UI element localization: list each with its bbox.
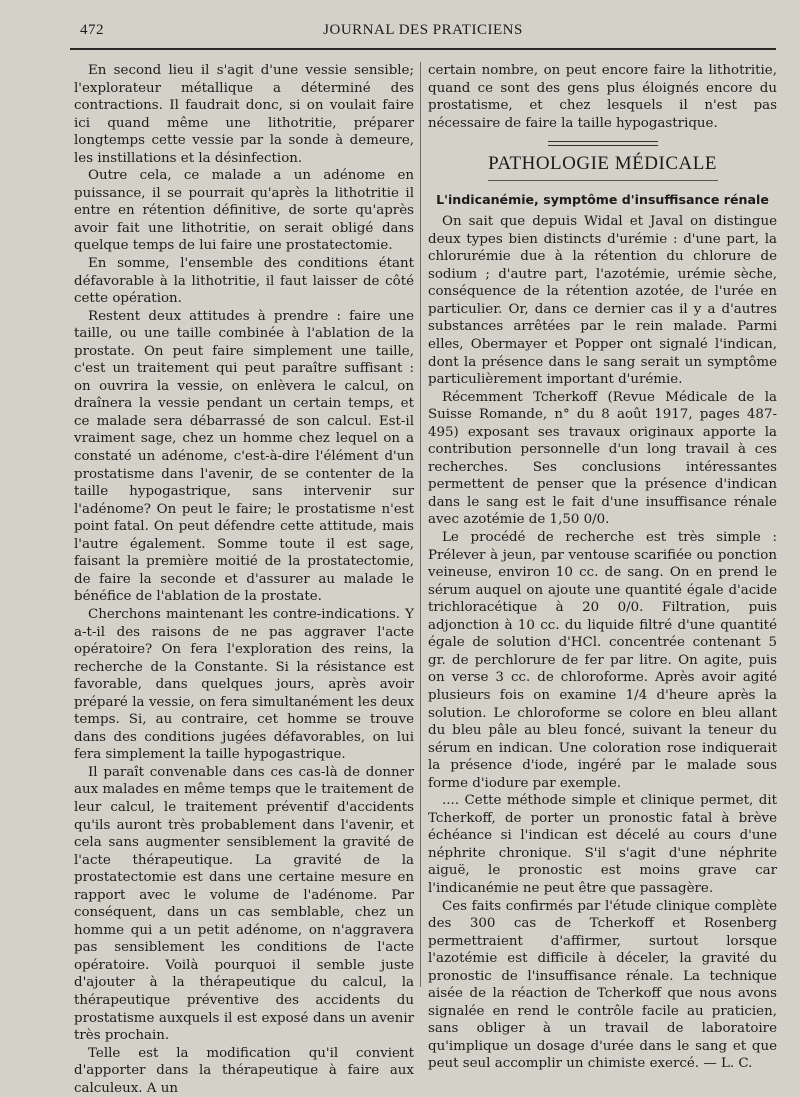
page-number: 472 [80, 22, 104, 38]
paragraph: Restent deux attitudes à prendre : faire une taille, ou une taille combinée à l'ablation de la prostate. On peut faire simplement une taille, c'est un traitement qui peut paraître suffisant : on ouvrira la vessie, on enlèvera le calcul, on draînera la vessie pendant un certain temps, et ce malade sera débarrassé de son calcul. Est-il vraiment sage, chez un homme chez lequel on a constaté un adénome, c'est-à-dire l'élément d'un prostatisme dans l'avenir, de se contenter de la taille hypogastrique, sans intervenir sur l'adénome? On peut le faire; le prostatisme n'est point fatal. On peut défendre cette attitude, mais l'autre également. Somme toute il est sage, faisant la première moitié de la prostatectomie, de faire la seconde et d'assurer au malade le bénéfice de l'ablation de la prostate. [74, 308, 414, 605]
section-heading: PATHOLOGIE MÉDICALE [488, 153, 717, 175]
paragraph: Cherchons maintenant les contre-indications. Y a-t-il des raisons de ne pas aggraver l'acte opératoire? On fera l'exploration des reins, la recherche de la Constante. Si la résistance est favorable, dans quelques jours, après avoir préparé la vessie, on fera simultanément les deux temps. Si, au contraire, cet homme se trouve dans des conditions jugées défavorables, on lui fera simplement la taille hypogastrique. [74, 606, 414, 763]
paragraph: On sait que depuis Widal et Javal on distingue deux types bien distincts d'urémie : d'une part, la chlorurémie due à la rétention du chlorure de sodium ; d'autre part, l'azotémie, urémie sèche, conséquence de la rétention azotée, de l'urée en particulier. Or, dans ce dernier cas il y a d'autres substances arrêtées par le rein malade. Parmi elles, Obermayer et Popper ont signalé l'indican, dont la présence dans le sang serait un symptôme particulièrement important d'urémie. [428, 214, 777, 388]
author-signature: — L. C. [703, 1056, 753, 1072]
paragraph: Le procédé de recherche est très simple : Prélever à jeun, par ventouse scarifiée ou ponction veineuse, environ 10 cc. de sang. On en prend le sérum auquel on ajoute une quantité égale d'acide trichloracétique à 20 0/0. Filtration, puis adjonction à 10 cc. du liquide filtré d'une quantité égale de solution d'HCl. concentrée contenant 5 gr. de perchlorure de fer par litre. On agite, puis on verse 3 cc. de chloroforme. Après avoir agité plusieurs fois on examine 1/4 d'heure après la solution. Le chloroforme se colore en bleu allant du bleu pâle au bleu foncé, suivant la teneur du sérum en indican. Une coloration rose indiquerait la présence d'iode, ingéré par le malade sous forme d'iodure par exemple. [428, 530, 777, 791]
left-column [74, 62, 414, 1096]
paragraph: En somme, l'ensemble des conditions étant défavorable à la lithotritie, il faut laisser de côté cette opération. [74, 256, 414, 307]
paragraph: En second lieu il s'agit d'une vessie sensible; l'explorateur métallique a déterminé des contractions. Il faudrait donc, si on voulait faire ici quand même une lithotritie, préparer longtemps cette vessie par la sonde à demeure, les instillations et la désinfection. [74, 63, 414, 166]
paragraph [428, 898, 777, 1073]
heading-rule [488, 180, 718, 181]
page-header [70, 20, 776, 50]
right-column [428, 62, 777, 1072]
paragraph: .... Cette méthode simple et clinique permet, dit Tcherkoff, de porter un pronostic fatal à brève échéance si l'indican est décelé au cours d'une néphrite chronique. S'il s'agit d'une néphrite aiguë, le pronostic est moins grave car l'indicanémie ne peut être que passagère. [428, 793, 777, 896]
paragraph: Récemment Tcherkoff (Revue Médicale de la Suisse Romande, n° du 8 août 1917, pages 487-495) exposant ses travaux originaux apporte la contribution personnelle d'un long travail à ces recherches. Ses conclusions intéressantes permettent de penser que la présence d'indican dans le sang est le fait d'une insuffisance rénale avec azotémie de 1,50 0/0. [428, 389, 777, 528]
journal-title: JOURNAL DES PRATICIENS [323, 22, 523, 38]
paragraph: Il paraît convenable dans ces cas-là de donner aux malades en même temps que le traitement de leur calcul, le traitement préventif d'accidents qu'ils auront très probablement dans l'avenir, et cela sans augmenter sensiblement la gravité de l'acte thérapeutique. La gravité de la prostatectomie est dans une certaine mesure en rapport avec le volume de l'adénome. Par conséquent, dans un cas semblable, chez un homme qui a un petit adénome, on n'aggravera pas sensiblement les conditions de l'acte opératoire. Voilà pourquoi il semble juste d'ajouter à la thérapeutique du calcul, la thérapeutique préventive des accidents du prostatisme auxquels il est exposé dans un avenir très prochain. [74, 764, 414, 1044]
column-divider [420, 62, 421, 987]
article-title: L'indicanémie, symptôme d'insuffisance rénale [436, 192, 769, 208]
paragraph-text: Ces faits confirmés par l'étude clinique complète des 300 cas de Tcherkoff et Rosenberg permettraient d'affirmer, surtout lorsque l'azotémie est difficile à déceler, la gravité du pronostic de l'insuffisance rénale. La technique aisée de la réaction de Tcherkoff que nous avons signalée en rend le contrôle facile au praticien, sans obliger à un travail de laboratoire qu'implique un dosage d'urée dans le sang et que peut seul accomplir un chimiste exercé. [428, 898, 777, 1072]
continuation-paragraph: certain nombre, on peut encore faire la lithotritie, quand ce sont des gens plus éloignés encore du prostatisme, et chez lesquels il n'est pas nécessaire de faire la taille hypogastrique. [428, 63, 777, 131]
paragraph: Outre cela, ce malade a un adénome en puissance, il se pourrait qu'après la lithotritie il entre en rétention définitive, de sorte qu'après avoir fait une lithotritie, on serait obligé dans quelque temps de lui faire une prostatectomie. [74, 168, 414, 254]
section-separator [548, 141, 658, 146]
paragraph: Telle est la modification qu'il convient d'apporter dans la thérapeutique à faire aux calculeux. A un [74, 1045, 414, 1096]
